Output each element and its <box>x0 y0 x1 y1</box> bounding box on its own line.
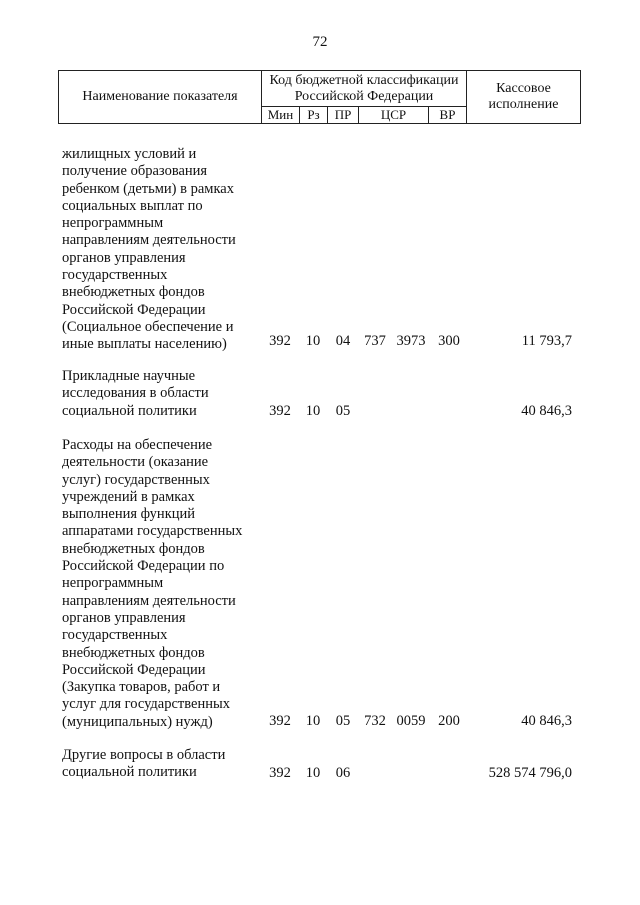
row-amount: 528 574 796,0 <box>488 765 572 781</box>
row-name: жилищных условий и получение образования ребенком (детьми) в рамках социальных выплат по непрограммным направлениям деятельности органов управления государственных внебюджетных фондов Российской Федерации (Социальное обеспечение и иные выплаты населению) <box>62 146 236 353</box>
row-name: Прикладные научные исследования в области социальной политики <box>62 368 209 419</box>
row-amount: 11 793,7 <box>521 333 572 349</box>
page-number: 72 <box>312 34 328 50</box>
row-csr-part2: 0059 <box>396 713 426 729</box>
header-col-min: Мин <box>262 107 300 123</box>
row-rz: 10 <box>305 713 321 729</box>
row-rz: 10 <box>305 765 321 781</box>
row-rz: 10 <box>305 333 321 349</box>
header-col-csr: ЦСР <box>359 107 429 123</box>
row-vr: 300 <box>438 333 460 349</box>
row-pr: 06 <box>335 765 351 781</box>
row-min: 392 <box>269 713 291 729</box>
table-header <box>58 70 581 124</box>
row-pr: 05 <box>335 713 351 729</box>
row-min: 392 <box>269 765 291 781</box>
header-col-vr: ВР <box>429 107 467 123</box>
row-vr: 200 <box>438 713 460 729</box>
row-min: 392 <box>269 333 291 349</box>
row-pr: 04 <box>335 333 351 349</box>
header-name-column: Наименование показателя <box>59 71 262 123</box>
row-rz: 10 <box>305 403 321 419</box>
row-amount: 40 846,3 <box>521 403 572 419</box>
row-name: Другие вопросы в области социальной политики <box>62 747 226 781</box>
header-code-title: Код бюджетной классификации Российской Федерации <box>262 71 467 107</box>
header-cash-column: Кассовое исполнение <box>488 81 559 112</box>
header-col-rz: Рз <box>300 107 328 123</box>
row-name: Расходы на обеспечение деятельности (оказание услуг) государственных учреждений в рамках выполнения функций аппаратами государственных внебюджетных фондов Российской Федерации по непрограммным направлениям деятельности органов управления государственных внебюджетных фондов Российской Федерации (Закупка товаров, работ и услуг для государственных (муниципальных) нужд) <box>62 437 243 730</box>
header-col-pr: ПР <box>328 107 359 123</box>
row-amount: 40 846,3 <box>521 713 572 729</box>
row-csr-part1: 737 <box>364 333 386 349</box>
row-csr-part1: 732 <box>364 713 386 729</box>
row-csr-part2: 3973 <box>396 333 426 349</box>
row-pr: 05 <box>335 403 351 419</box>
row-min: 392 <box>269 403 291 419</box>
